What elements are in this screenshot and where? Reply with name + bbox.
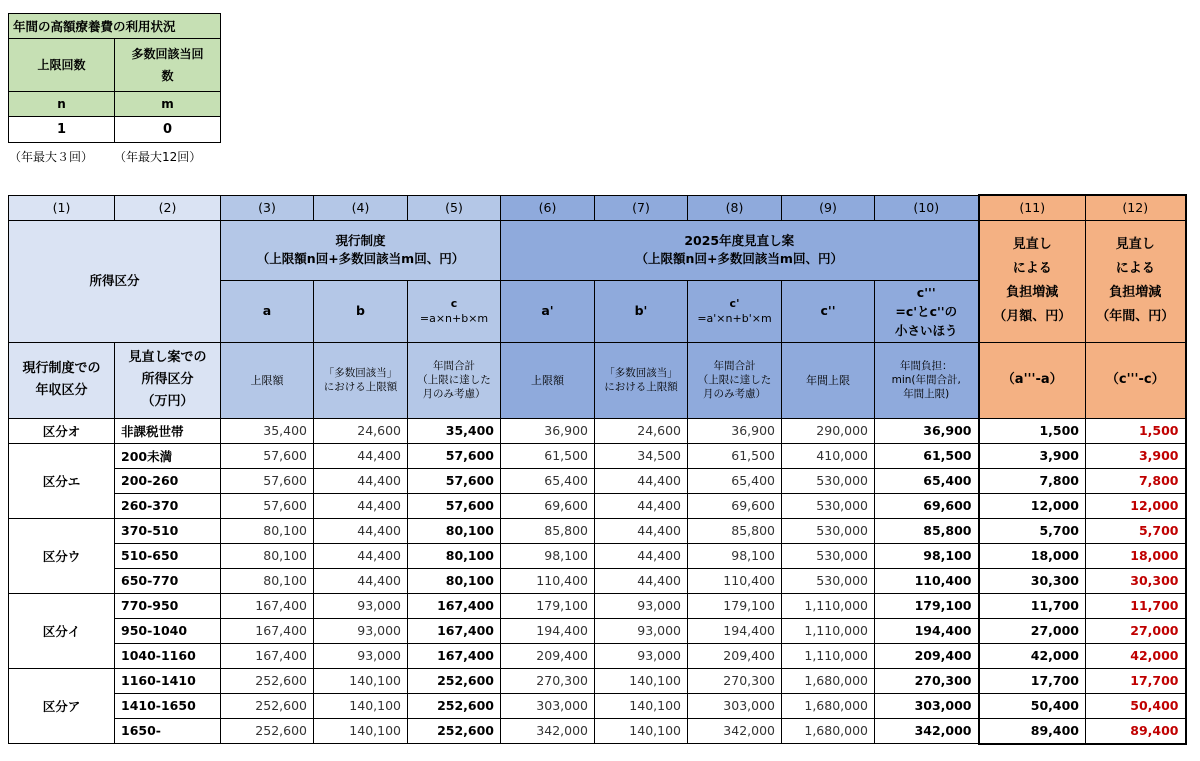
income-group-name: 区分ウ	[9, 518, 115, 593]
cell-annual-change: 3,900	[1086, 443, 1186, 468]
cell-annual-limit-c3: 290,000	[782, 418, 875, 443]
desc-revised-total-l3: 月のみ考慮）	[703, 388, 766, 400]
limit-count-header: 上限回数	[9, 39, 115, 92]
cell-monthly-change: 17,700	[979, 668, 1086, 693]
income-group-name: 区分イ	[9, 593, 115, 668]
desc-limit: 上限額	[221, 342, 314, 418]
cell-limit-a2: 179,100	[501, 593, 595, 618]
annual-change-l4: （年間、円）	[1096, 309, 1175, 324]
cell-multi-limit-b: 44,400	[314, 568, 408, 593]
cell-annual-burden-c4: 179,100	[875, 593, 979, 618]
cell-annual-limit-c3: 530,000	[782, 518, 875, 543]
col-c-formula: =a×n+b×m	[419, 312, 489, 325]
cell-annual-total-c2: 194,400	[688, 618, 782, 643]
cell-annual-burden-c4: 36,900	[875, 418, 979, 443]
cell-annual-change: 30,300	[1086, 568, 1186, 593]
cell-annual-total-c: 252,600	[408, 668, 501, 693]
monthly-change-l1: 見直し	[1012, 237, 1052, 252]
cell-limit-a2: 270,300	[501, 668, 595, 693]
col-number-5: (5)	[408, 195, 501, 220]
value-m: 0	[115, 117, 221, 143]
col-c4-symbol: c'''	[916, 284, 936, 300]
cell-annual-burden-c4: 69,600	[875, 493, 979, 518]
desc-annual-total	[408, 342, 501, 418]
col-c4-line3: 小さいほう	[894, 322, 958, 338]
cell-monthly-change: 5,700	[979, 518, 1086, 543]
symbol-m: m	[115, 92, 221, 117]
cell-limit-a: 80,100	[221, 518, 314, 543]
cell-annual-change: 5,700	[1086, 518, 1186, 543]
cell-multi-limit-b: 140,100	[314, 693, 408, 718]
table-row	[9, 568, 1186, 593]
cell-multi-limit-b: 44,400	[314, 468, 408, 493]
monthly-change-l2: による	[1012, 261, 1052, 276]
col-number-11: (11)	[979, 195, 1086, 220]
cell-multi-limit-b: 93,000	[314, 618, 408, 643]
table-row	[9, 443, 1186, 468]
income-range-label: 950-1040	[115, 618, 221, 643]
cell-limit-a2: 61,500	[501, 443, 595, 468]
desc-revised-multi-limit	[595, 342, 688, 418]
income-group-name: 区分エ	[9, 443, 115, 518]
desc-annual-total-l1: 年間合計	[433, 360, 475, 372]
annual-change-header	[1086, 220, 1186, 342]
col-number-8: (8)	[688, 195, 782, 220]
cell-multi-limit-b2: 44,400	[595, 518, 688, 543]
cell-limit-a2: 110,400	[501, 568, 595, 593]
cell-annual-change: 11,700	[1086, 593, 1186, 618]
cell-annual-burden-c4: 61,500	[875, 443, 979, 468]
income-range-label: 1410-1650	[115, 693, 221, 718]
cell-limit-a: 167,400	[221, 618, 314, 643]
cell-annual-total-c: 167,400	[408, 618, 501, 643]
desc-annual-burden-l3: 年間上限)	[903, 388, 950, 400]
desc-multi-limit-l2: における上限額	[323, 381, 398, 393]
col-c2-header	[688, 280, 782, 342]
cell-annual-burden-c4: 209,400	[875, 643, 979, 668]
current-income-class-l2: 年収区分	[35, 383, 88, 398]
income-range-label: 370-510	[115, 518, 221, 543]
cell-limit-a2: 69,600	[501, 493, 595, 518]
cell-multi-limit-b: 93,000	[314, 593, 408, 618]
desc-annual-burden	[875, 342, 979, 418]
revised-income-class-l2: 所得区分	[141, 372, 194, 387]
cell-limit-a: 252,600	[221, 718, 314, 744]
revised-income-class-header	[115, 342, 221, 418]
cell-annual-change: 7,800	[1086, 468, 1186, 493]
cell-multi-limit-b2: 140,100	[595, 693, 688, 718]
cell-multi-limit-b2: 44,400	[595, 568, 688, 593]
cell-annual-change: 18,000	[1086, 543, 1186, 568]
cell-multi-limit-b: 24,600	[314, 418, 408, 443]
col-c4-header	[875, 280, 979, 342]
income-range-label: 非課税世帯	[115, 418, 221, 443]
annual-change-l1: 見直し	[1115, 237, 1155, 252]
cell-annual-change: 89,400	[1086, 718, 1186, 744]
income-range-label: 260-370	[115, 493, 221, 518]
revised-system-subtitle: （上限額n回+多数回該当m回、円）	[635, 251, 843, 266]
cell-multi-limit-b2: 44,400	[595, 543, 688, 568]
income-range-label: 1160-1410	[115, 668, 221, 693]
cell-annual-burden-c4: 110,400	[875, 568, 979, 593]
income-range-label: 1650-	[115, 718, 221, 744]
cell-multi-limit-b: 44,400	[314, 518, 408, 543]
cell-monthly-change: 7,800	[979, 468, 1086, 493]
cell-monthly-change: 42,000	[979, 643, 1086, 668]
cell-limit-a2: 342,000	[501, 718, 595, 744]
cell-annual-burden-c4: 303,000	[875, 693, 979, 718]
cell-annual-limit-c3: 410,000	[782, 443, 875, 468]
cell-limit-a: 57,600	[221, 468, 314, 493]
desc-annual-burden-l2: min(年間合計,	[891, 374, 961, 386]
cell-multi-limit-b: 140,100	[314, 668, 408, 693]
cell-monthly-change: 12,000	[979, 493, 1086, 518]
cell-annual-total-c2: 85,800	[688, 518, 782, 543]
cell-annual-limit-c3: 530,000	[782, 493, 875, 518]
cell-multi-limit-b: 44,400	[314, 493, 408, 518]
col-number-7: (7)	[595, 195, 688, 220]
table-row	[9, 618, 1186, 643]
cell-annual-total-c: 167,400	[408, 643, 501, 668]
cell-limit-a: 80,100	[221, 568, 314, 593]
cell-annual-total-c: 80,100	[408, 518, 501, 543]
cell-annual-total-c: 167,400	[408, 593, 501, 618]
cell-limit-a: 80,100	[221, 543, 314, 568]
cell-multi-limit-b2: 34,500	[595, 443, 688, 468]
table-row	[9, 693, 1186, 718]
revised-system-title: 2025年度見直し案	[684, 233, 795, 248]
annual-change-l2: による	[1115, 261, 1155, 276]
table-row	[9, 468, 1186, 493]
desc-annual-burden-l1: 年間負担：	[900, 360, 953, 372]
col-number-10: (10)	[875, 195, 979, 220]
cell-annual-total-c: 57,600	[408, 443, 501, 468]
cell-annual-total-c2: 342,000	[688, 718, 782, 744]
cell-annual-total-c: 35,400	[408, 418, 501, 443]
revised-income-class-l1: 見直し案での	[128, 350, 207, 365]
cell-annual-total-c2: 110,400	[688, 568, 782, 593]
table-row	[9, 593, 1186, 618]
col-c-header	[408, 280, 501, 342]
cell-annual-burden-c4: 194,400	[875, 618, 979, 643]
col-number-1: (1)	[9, 195, 115, 220]
cell-annual-change: 42,000	[1086, 643, 1186, 668]
income-range-label: 1040-1160	[115, 643, 221, 668]
annual-change-formula: （c'''-c）	[1086, 342, 1186, 418]
cell-annual-limit-c3: 1,110,000	[782, 593, 875, 618]
monthly-change-l4: （月額、円）	[993, 309, 1072, 324]
table-row	[9, 543, 1186, 568]
cell-annual-burden-c4: 342,000	[875, 718, 979, 744]
col-b-header: b	[314, 280, 408, 342]
cell-multi-limit-b2: 44,400	[595, 468, 688, 493]
desc-revised-annual-total	[688, 342, 782, 418]
col-b2-header: b'	[595, 280, 688, 342]
cell-annual-total-c: 80,100	[408, 568, 501, 593]
cell-monthly-change: 50,400	[979, 693, 1086, 718]
multi-count-header: 多数回該当回数	[115, 39, 221, 92]
cell-annual-total-c2: 98,100	[688, 543, 782, 568]
col-number-6: (6)	[501, 195, 595, 220]
cell-limit-a2: 209,400	[501, 643, 595, 668]
col-c2-formula: =a'×n+b'×m	[697, 312, 772, 325]
cell-annual-burden-c4: 98,100	[875, 543, 979, 568]
income-range-label: 510-650	[115, 543, 221, 568]
cell-multi-limit-b2: 24,600	[595, 418, 688, 443]
cell-monthly-change: 11,700	[979, 593, 1086, 618]
symbol-n: n	[9, 92, 115, 117]
current-income-class-header	[9, 342, 115, 418]
cell-monthly-change: 27,000	[979, 618, 1086, 643]
cell-annual-total-c: 57,600	[408, 493, 501, 518]
cell-annual-change: 50,400	[1086, 693, 1186, 718]
col-a-header: a	[221, 280, 314, 342]
cell-multi-limit-b: 93,000	[314, 643, 408, 668]
annual-change-l3: 負担増減	[1109, 285, 1162, 300]
income-range-label: 200未満	[115, 443, 221, 468]
income-group-name: 区分オ	[9, 418, 115, 443]
table-row	[9, 668, 1186, 693]
note-m-max: （年最大12回）	[114, 150, 202, 164]
cell-limit-a: 57,600	[221, 443, 314, 468]
desc-revised-limit: 上限額	[501, 342, 595, 418]
col-number-2: (2)	[115, 195, 221, 220]
desc-revised-total-l1: 年間合計	[713, 360, 756, 372]
cell-annual-total-c: 252,600	[408, 718, 501, 744]
table-row	[9, 493, 1186, 518]
note-n-max: （年最大３回）	[9, 150, 94, 164]
col-c3-header: c''	[782, 280, 875, 342]
cell-limit-a: 252,600	[221, 668, 314, 693]
cell-multi-limit-b2: 93,000	[595, 643, 688, 668]
cell-annual-limit-c3: 530,000	[782, 468, 875, 493]
cell-limit-a: 167,400	[221, 593, 314, 618]
cell-annual-total-c2: 179,100	[688, 593, 782, 618]
cell-annual-change: 12,000	[1086, 493, 1186, 518]
table-row	[9, 643, 1186, 668]
cell-limit-a2: 98,100	[501, 543, 595, 568]
cell-limit-a2: 85,800	[501, 518, 595, 543]
income-range-label: 200-260	[115, 468, 221, 493]
cell-annual-burden-c4: 270,300	[875, 668, 979, 693]
table-row	[9, 518, 1186, 543]
value-n: 1	[9, 117, 115, 143]
revised-system-header	[501, 220, 979, 280]
desc-annual-limit: 年間上限	[782, 342, 875, 418]
cell-multi-limit-b: 44,400	[314, 443, 408, 468]
income-range-label: 650-770	[115, 568, 221, 593]
current-system-header	[221, 220, 501, 280]
cell-annual-change: 1,500	[1086, 418, 1186, 443]
col-c4-line2: =c'とc''の	[895, 303, 958, 319]
cell-annual-total-c2: 69,600	[688, 493, 782, 518]
cell-annual-limit-c3: 1,680,000	[782, 693, 875, 718]
cell-annual-total-c: 57,600	[408, 468, 501, 493]
cell-limit-a2: 65,400	[501, 468, 595, 493]
cell-annual-limit-c3: 1,110,000	[782, 618, 875, 643]
cell-multi-limit-b2: 93,000	[595, 593, 688, 618]
cell-annual-change: 17,700	[1086, 668, 1186, 693]
desc-annual-total-l3: 月のみ考慮）	[422, 388, 486, 400]
cell-limit-a2: 36,900	[501, 418, 595, 443]
cell-multi-limit-b: 140,100	[314, 718, 408, 744]
usage-summary-table	[8, 13, 221, 143]
current-income-class-l1: 現行制度での	[22, 361, 101, 376]
income-class-header: 所得区分	[9, 220, 221, 342]
col-a2-header: a'	[501, 280, 595, 342]
cell-multi-limit-b2: 44,400	[595, 493, 688, 518]
cell-limit-a: 57,600	[221, 493, 314, 518]
current-system-subtitle: （上限額n回+多数回該当m回、円）	[256, 251, 465, 266]
monthly-change-header	[979, 220, 1086, 342]
summary-title: 年間の高額療養費の利用状況	[9, 14, 221, 39]
cell-annual-total-c2: 209,400	[688, 643, 782, 668]
cell-monthly-change: 30,300	[979, 568, 1086, 593]
desc-revised-total-l2: （上限に達した	[697, 374, 772, 386]
cell-limit-a: 35,400	[221, 418, 314, 443]
cell-annual-burden-c4: 65,400	[875, 468, 979, 493]
table-row	[9, 418, 1186, 443]
cell-annual-burden-c4: 85,800	[875, 518, 979, 543]
col-c-symbol: c	[450, 297, 458, 310]
cell-multi-limit-b2: 140,100	[595, 718, 688, 744]
cell-monthly-change: 3,900	[979, 443, 1086, 468]
col-number-3: (3)	[221, 195, 314, 220]
current-system-title: 現行制度	[335, 233, 386, 248]
desc-revised-multi-l1: 「多数回該当」	[604, 367, 678, 379]
cell-annual-total-c2: 303,000	[688, 693, 782, 718]
cell-multi-limit-b2: 140,100	[595, 668, 688, 693]
col-c2-symbol: c'	[729, 297, 740, 310]
income-range-label: 770-950	[115, 593, 221, 618]
cell-multi-limit-b2: 93,000	[595, 618, 688, 643]
desc-annual-total-l2: （上限に達した	[417, 374, 491, 386]
cell-annual-total-c2: 65,400	[688, 468, 782, 493]
cell-limit-a: 167,400	[221, 643, 314, 668]
cell-limit-a: 252,600	[221, 693, 314, 718]
cell-monthly-change: 89,400	[979, 718, 1086, 744]
col-number-9: (9)	[782, 195, 875, 220]
cell-annual-limit-c3: 530,000	[782, 568, 875, 593]
monthly-change-formula: （a'''-a）	[979, 342, 1086, 418]
col-number-12: (12)	[1086, 195, 1186, 220]
desc-multi-limit	[314, 342, 408, 418]
monthly-change-l3: 負担増減	[1006, 285, 1059, 300]
burden-comparison-table	[8, 194, 1187, 745]
cell-monthly-change: 1,500	[979, 418, 1086, 443]
table-row	[9, 718, 1186, 744]
cell-multi-limit-b: 44,400	[314, 543, 408, 568]
cell-annual-limit-c3: 530,000	[782, 543, 875, 568]
cell-limit-a2: 303,000	[501, 693, 595, 718]
cell-annual-limit-c3: 1,680,000	[782, 718, 875, 744]
cell-annual-limit-c3: 1,110,000	[782, 643, 875, 668]
cell-annual-total-c2: 270,300	[688, 668, 782, 693]
revised-income-class-l3: （万円）	[141, 394, 194, 409]
cell-annual-total-c2: 61,500	[688, 443, 782, 468]
cell-annual-total-c: 252,600	[408, 693, 501, 718]
cell-monthly-change: 18,000	[979, 543, 1086, 568]
desc-revised-multi-l2: における上限額	[604, 381, 678, 393]
cell-annual-total-c: 80,100	[408, 543, 501, 568]
cell-annual-change: 27,000	[1086, 618, 1186, 643]
table-body	[9, 418, 1186, 744]
cell-limit-a2: 194,400	[501, 618, 595, 643]
income-group-name: 区分ア	[9, 668, 115, 744]
desc-multi-limit-l1: 「多数回該当」	[323, 367, 398, 379]
col-number-4: (4)	[314, 195, 408, 220]
cell-annual-total-c2: 36,900	[688, 418, 782, 443]
cell-annual-limit-c3: 1,680,000	[782, 668, 875, 693]
